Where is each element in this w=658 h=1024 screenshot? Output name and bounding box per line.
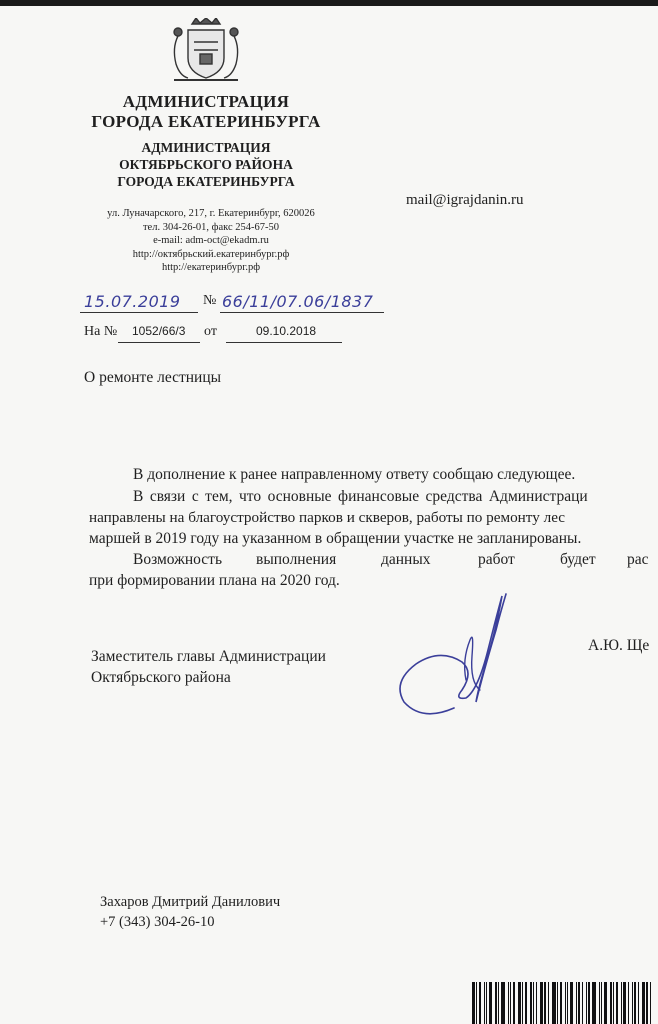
- body-paragraph-2-line3: маршей в 2019 году на указанном в обращении участке не запланированы.: [89, 530, 582, 547]
- reference-number-line: [118, 342, 200, 343]
- recipient-email: mail@igrajdanin.ru: [406, 192, 524, 208]
- coat-of-arms-icon: [168, 18, 244, 84]
- body-paragraph-3-line2: при формировании плана на 2020 год.: [89, 572, 340, 589]
- admin-title-line1: АДМИНИСТРАЦИЯ: [122, 92, 290, 111]
- signer-position-line1: Заместитель главы Администрации: [91, 648, 326, 665]
- body-paragraph-2-line2: направлены на благоустройство парков и скверов, работы по ремонту лес: [89, 509, 566, 526]
- document-barcode: [472, 982, 658, 1024]
- reference-label: На №: [84, 324, 118, 339]
- reference-number: 1052/66/3: [132, 324, 186, 338]
- letter-sheet: [0, 6, 658, 1024]
- body-paragraph-3-word-a: Возможность: [133, 551, 223, 568]
- body-paragraph-3-word-e: будет: [560, 551, 596, 568]
- reference-date-line: [226, 342, 342, 343]
- registration-number: 66/11/07.06/1837: [222, 292, 374, 311]
- signer-position-line2: Октябрьского района: [91, 669, 231, 686]
- executor-name: Захаров Дмитрий Данилович: [100, 894, 281, 910]
- registration-date: 15.07.2019: [84, 292, 181, 311]
- body-paragraph-3-word-c: данных: [381, 551, 431, 568]
- contact-site1: http://октябрьский.екатеринбург.рф: [132, 248, 290, 260]
- registration-date-line: [80, 312, 198, 313]
- contact-block: [80, 207, 342, 275]
- contact-address: ул. Луначарского, 217, г. Екатеринбург, 620026: [107, 208, 315, 219]
- body-paragraph-3-word-f: рас: [627, 551, 649, 568]
- contact-email: e-mail: adm-oct@ekadm.ru: [153, 235, 269, 247]
- reference-from-label: от: [204, 324, 217, 339]
- reference-date: 09.10.2018: [256, 324, 317, 338]
- body-paragraph-2-line1: В связи с тем, что основные финансовые средства Администраци: [133, 488, 588, 505]
- signature-scribble: [392, 590, 522, 730]
- body-paragraph-1: В дополнение к ранее направленному ответу сообщаю следующее.: [133, 466, 576, 483]
- registration-number-line: [220, 312, 384, 313]
- contact-phone: тел. 304-26-01, факс 254-67-50: [142, 221, 280, 233]
- body-paragraph-3-word-d: работ: [478, 551, 515, 568]
- executor-phone: +7 (343) 304-26-10: [100, 914, 215, 930]
- subject: О ремонте лестницы: [84, 369, 222, 386]
- admin-title-line2: ГОРОДА ЕКАТЕРИНБУРГА: [91, 112, 321, 131]
- dept-title-line1: АДМИНИСТРАЦИЯ: [141, 140, 271, 155]
- body-paragraph-3-word-b: выполнения: [256, 551, 337, 568]
- dept-title-line3: ГОРОДА ЕКАТЕРИНБУРГА: [117, 174, 295, 189]
- contact-site2: http://екатеринбург.рф: [161, 262, 261, 274]
- signer-name: А.Ю. Ще: [588, 637, 650, 654]
- dept-title-line2: ОКТЯБРЬСКОГО РАЙОНА: [119, 157, 293, 172]
- registration-number-label: №: [203, 293, 217, 308]
